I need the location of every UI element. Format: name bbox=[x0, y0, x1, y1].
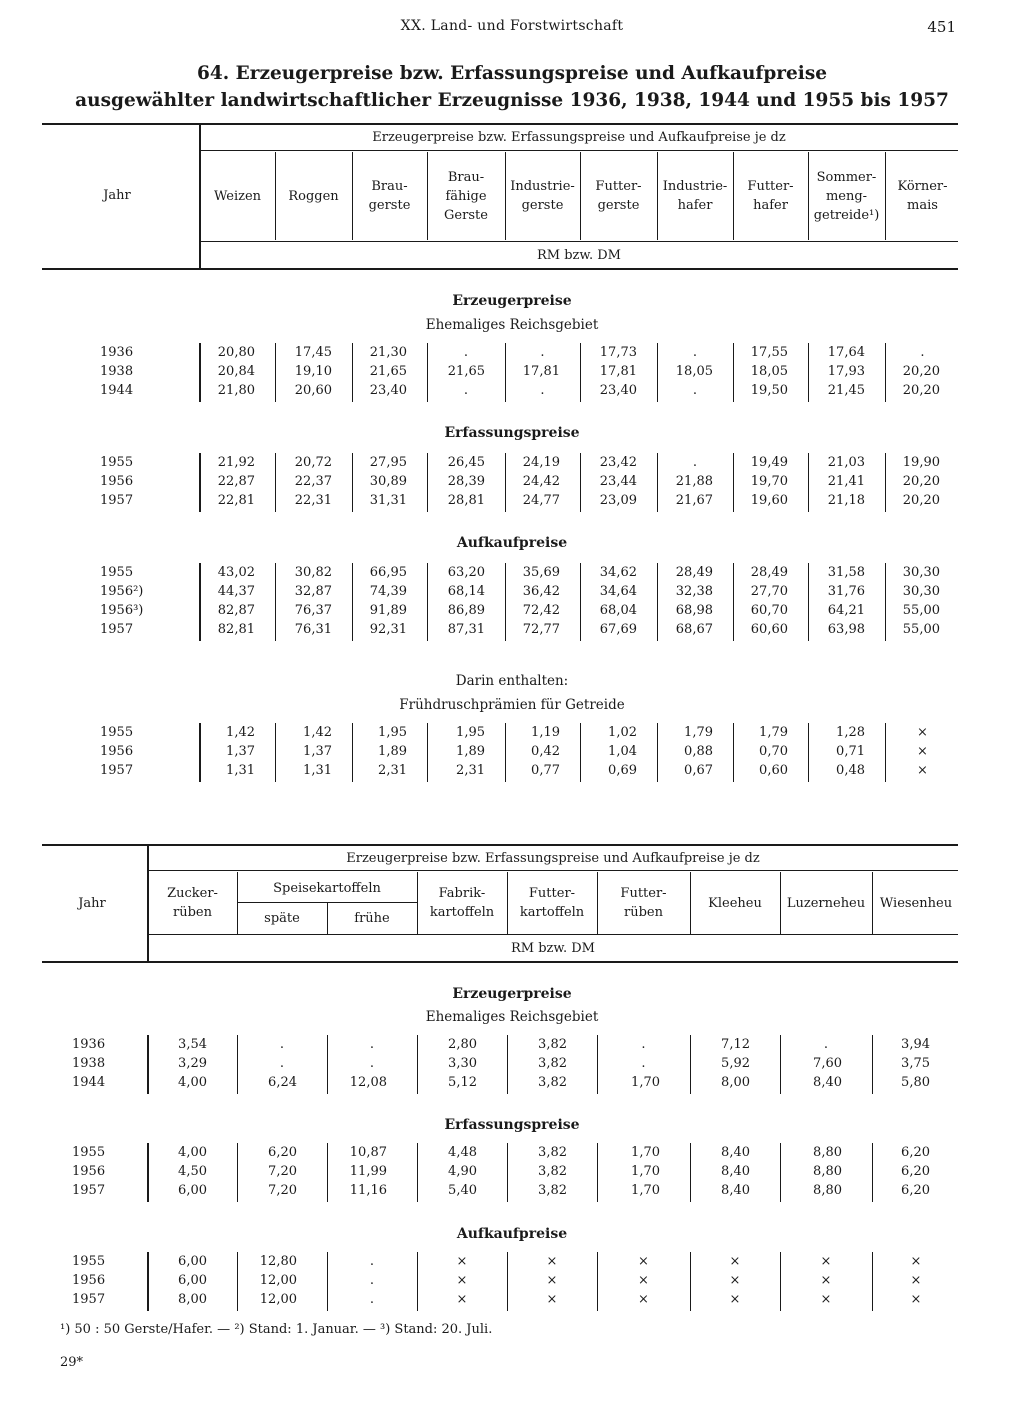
value-cell: 1,02 bbox=[608, 725, 637, 740]
value-cell: 30,30 bbox=[902, 565, 940, 580]
value-cell: 2,31 bbox=[456, 763, 485, 778]
value-cell: 8,00 bbox=[721, 1075, 750, 1090]
value-cell: 35,69 bbox=[522, 565, 560, 580]
row-year: 1957 bbox=[100, 622, 134, 637]
value-cell: 7,20 bbox=[268, 1183, 297, 1198]
value-cell: 32,38 bbox=[675, 584, 713, 599]
value-cell: 24,42 bbox=[522, 474, 560, 489]
value-cell: 31,76 bbox=[827, 584, 865, 599]
value-cell: 2,80 bbox=[448, 1037, 477, 1052]
value-cell: . bbox=[369, 1292, 375, 1307]
section-title: Darin enthalten: bbox=[455, 673, 569, 689]
value-cell: × bbox=[546, 1292, 558, 1307]
value-cell: 21,03 bbox=[827, 455, 865, 470]
value-cell: 1,31 bbox=[303, 763, 332, 778]
value-cell: 24,19 bbox=[522, 455, 560, 470]
value-cell: 1,89 bbox=[378, 744, 407, 759]
value-cell: 76,37 bbox=[294, 603, 332, 618]
value-cell: 1,19 bbox=[531, 725, 560, 740]
value-cell: 19,70 bbox=[750, 474, 788, 489]
column-header: Futter- kartoffeln bbox=[519, 886, 585, 920]
section-title: Aufkaufpreise bbox=[456, 1226, 568, 1242]
rule-top bbox=[42, 844, 958, 846]
value-cell: × bbox=[917, 744, 928, 759]
value-cell: 21,65 bbox=[447, 364, 485, 379]
value-cell: 5,12 bbox=[448, 1075, 477, 1090]
value-cell: . bbox=[279, 1037, 285, 1052]
value-cell: × bbox=[729, 1273, 741, 1288]
value-cell: 20,72 bbox=[294, 455, 332, 470]
value-cell: 8,80 bbox=[813, 1183, 842, 1198]
value-cell: 4,00 bbox=[178, 1075, 207, 1090]
value-cell: 7,60 bbox=[813, 1056, 842, 1071]
value-cell: 5,92 bbox=[721, 1056, 750, 1071]
footnote: ¹) 50 : 50 Gerste/Hafer. — ²) Stand: 1. Januar. — ³) Stand: 20. Juli. bbox=[60, 1322, 493, 1337]
value-cell: . bbox=[540, 345, 545, 360]
value-cell: 8,40 bbox=[813, 1075, 842, 1090]
value-cell: 0,70 bbox=[759, 744, 788, 759]
row-year: 1956 bbox=[100, 744, 134, 759]
value-cell: 43,02 bbox=[217, 565, 255, 580]
value-cell: 21,80 bbox=[217, 383, 255, 398]
value-cell: 18,05 bbox=[675, 364, 713, 379]
value-cell: 21,88 bbox=[675, 474, 713, 489]
group-header: Erzeugerpreise bzw. Erfassungspreise und Aufkaufpreise je dz bbox=[346, 851, 760, 866]
value-cell: 36,42 bbox=[522, 584, 560, 599]
value-cell: 11,16 bbox=[349, 1183, 387, 1198]
value-cell: 28,81 bbox=[447, 493, 485, 508]
value-cell: 17,55 bbox=[750, 345, 788, 360]
value-cell: × bbox=[456, 1273, 468, 1288]
row-year: 1938 bbox=[100, 364, 134, 379]
value-cell: 63,98 bbox=[827, 622, 865, 637]
value-cell: 17,73 bbox=[599, 345, 637, 360]
section-title: Erzeugerpreise bbox=[452, 986, 572, 1002]
value-cell: 1,95 bbox=[456, 725, 485, 740]
section-title: Erfassungspreise bbox=[444, 425, 580, 441]
column-header: frühe bbox=[354, 911, 390, 926]
column-header: Kleeheu bbox=[708, 895, 762, 911]
value-cell: 12,80 bbox=[259, 1254, 297, 1269]
value-cell: 6,20 bbox=[901, 1145, 930, 1160]
value-cell: . bbox=[823, 1037, 829, 1052]
value-cell: 55,00 bbox=[902, 603, 940, 618]
value-cell: 22,37 bbox=[294, 474, 332, 489]
value-cell: 19,60 bbox=[750, 493, 788, 508]
value-cell: × bbox=[546, 1254, 558, 1269]
row-year: 1956 bbox=[72, 1164, 106, 1179]
value-cell: . bbox=[279, 1056, 285, 1071]
group-header: Erzeugerpreise bzw. Erfassungspreise und Aufkaufpreise je dz bbox=[372, 130, 786, 145]
value-cell: 8,40 bbox=[721, 1145, 750, 1160]
row-year: 1955 bbox=[100, 565, 134, 580]
value-cell: 30,30 bbox=[902, 584, 940, 599]
value-cell: 3,54 bbox=[178, 1037, 207, 1052]
rule-group bbox=[200, 150, 958, 151]
value-cell: 3,30 bbox=[448, 1056, 477, 1071]
value-cell: 27,70 bbox=[750, 584, 788, 599]
column-header: Sommer- meng- getreide¹) bbox=[813, 169, 880, 223]
value-cell: × bbox=[917, 725, 928, 740]
value-cell: 6,24 bbox=[268, 1075, 297, 1090]
value-cell: 64,21 bbox=[827, 603, 865, 618]
value-cell: 6,20 bbox=[268, 1145, 297, 1160]
row-year: 1936 bbox=[100, 345, 134, 360]
column-header: Roggen bbox=[288, 188, 339, 204]
value-cell: 8,00 bbox=[178, 1292, 207, 1307]
value-cell: 10,87 bbox=[349, 1145, 387, 1160]
column-header: Körner- mais bbox=[897, 179, 948, 213]
value-cell: 1,79 bbox=[684, 725, 713, 740]
row-year: 1956 bbox=[100, 474, 134, 489]
value-cell: 72,42 bbox=[522, 603, 560, 618]
value-cell: 23,44 bbox=[599, 474, 637, 489]
value-cell: 0,71 bbox=[836, 744, 865, 759]
value-cell: 4,90 bbox=[448, 1164, 477, 1179]
value-cell: 0,67 bbox=[684, 763, 713, 778]
value-cell: 86,89 bbox=[447, 603, 485, 618]
row-year: 1956²) bbox=[100, 584, 144, 599]
value-cell: 19,49 bbox=[750, 455, 788, 470]
value-cell: 31,31 bbox=[369, 493, 407, 508]
value-cell: 4,48 bbox=[448, 1145, 477, 1160]
unit-label: RM bzw. DM bbox=[511, 941, 595, 956]
value-cell: 21,65 bbox=[369, 364, 407, 379]
value-cell: 18,05 bbox=[750, 364, 788, 379]
value-cell: 5,40 bbox=[448, 1183, 477, 1198]
value-cell: 12,00 bbox=[259, 1273, 297, 1288]
value-cell: . bbox=[692, 345, 698, 360]
value-cell: 1,70 bbox=[631, 1145, 660, 1160]
column-header: Luzerneheu bbox=[786, 895, 866, 911]
value-cell: 31,58 bbox=[827, 565, 865, 580]
value-cell: 3,75 bbox=[901, 1056, 930, 1071]
value-cell: × bbox=[729, 1292, 741, 1307]
value-cell: 4,50 bbox=[178, 1164, 207, 1179]
value-cell: 21,67 bbox=[675, 493, 713, 508]
value-cell: 3,29 bbox=[178, 1056, 207, 1071]
value-cell: 4,00 bbox=[178, 1145, 207, 1160]
value-cell: 20,20 bbox=[902, 383, 940, 398]
rule-unit bbox=[148, 934, 958, 935]
value-cell: 60,60 bbox=[750, 622, 788, 637]
value-cell: 11,99 bbox=[349, 1164, 387, 1179]
value-cell: 0,69 bbox=[608, 763, 637, 778]
year-header: Jahr bbox=[103, 188, 131, 203]
value-cell: 20,80 bbox=[217, 345, 255, 360]
value-cell: × bbox=[910, 1292, 922, 1307]
column-header: Weizen bbox=[213, 188, 262, 204]
value-cell: 22,87 bbox=[217, 474, 255, 489]
value-cell: 17,64 bbox=[827, 345, 865, 360]
value-cell: 8,40 bbox=[721, 1183, 750, 1198]
value-cell: 21,30 bbox=[369, 345, 407, 360]
value-cell: 3,94 bbox=[901, 1037, 930, 1052]
value-cell: 26,45 bbox=[447, 455, 485, 470]
value-cell: 1,95 bbox=[378, 725, 407, 740]
value-cell: 1,42 bbox=[226, 725, 255, 740]
value-cell: × bbox=[910, 1254, 922, 1269]
column-header: Futter- rüben bbox=[620, 886, 667, 920]
title-line-1: 64. Erzeugerpreise bzw. Erfassungspreise und Aufkaufpreise bbox=[196, 63, 828, 84]
value-cell: . bbox=[369, 1273, 375, 1288]
row-year: 1944 bbox=[100, 383, 134, 398]
value-cell: 63,20 bbox=[447, 565, 485, 580]
value-cell: 0,42 bbox=[531, 744, 560, 759]
column-header: Industrie- gerste bbox=[510, 179, 575, 213]
value-cell: 17,81 bbox=[522, 364, 560, 379]
value-cell: 12,08 bbox=[349, 1075, 387, 1090]
value-cell: 6,00 bbox=[178, 1273, 207, 1288]
value-cell: 8,80 bbox=[813, 1164, 842, 1179]
value-cell: 92,31 bbox=[369, 622, 407, 637]
value-cell: × bbox=[820, 1273, 832, 1288]
column-header: späte bbox=[264, 911, 300, 926]
value-cell: 32,87 bbox=[294, 584, 332, 599]
value-cell: 30,82 bbox=[294, 565, 332, 580]
value-cell: 0,77 bbox=[531, 763, 560, 778]
value-cell: 72,77 bbox=[522, 622, 560, 637]
value-cell: 68,67 bbox=[675, 622, 713, 637]
value-cell: 34,62 bbox=[599, 565, 637, 580]
value-cell: 1,70 bbox=[631, 1164, 660, 1179]
value-cell: 23,40 bbox=[599, 383, 637, 398]
value-cell: 0,88 bbox=[684, 744, 713, 759]
rule-top bbox=[42, 123, 958, 125]
value-cell: 20,60 bbox=[294, 383, 332, 398]
value-cell: . bbox=[692, 383, 698, 398]
table-title bbox=[0, 60, 1024, 114]
row-year: 1957 bbox=[100, 493, 134, 508]
row-year: 1955 bbox=[72, 1254, 106, 1269]
row-year: 1956³) bbox=[100, 603, 144, 618]
signature-mark: 29* bbox=[60, 1355, 84, 1370]
value-cell: 1,28 bbox=[836, 725, 865, 740]
column-header: Brau- gerste bbox=[368, 179, 411, 213]
unit-label: RM bzw. DM bbox=[537, 248, 621, 263]
value-cell: 8,40 bbox=[721, 1164, 750, 1179]
column-header: Wiesenheu bbox=[879, 895, 953, 911]
section-title: Aufkaufpreise bbox=[456, 535, 568, 551]
value-cell: 34,64 bbox=[599, 584, 637, 599]
value-cell: 6,20 bbox=[901, 1164, 930, 1179]
value-cell: 3,82 bbox=[538, 1056, 567, 1071]
row-year: 1956 bbox=[72, 1273, 106, 1288]
value-cell: 28,49 bbox=[675, 565, 713, 580]
value-cell: 22,31 bbox=[294, 493, 332, 508]
row-year: 1938 bbox=[72, 1056, 106, 1071]
value-cell: 60,70 bbox=[750, 603, 788, 618]
value-cell: 6,00 bbox=[178, 1254, 207, 1269]
rule-bottom bbox=[42, 961, 958, 963]
value-cell: 55,00 bbox=[902, 622, 940, 637]
column-header: Brau- fähige Gerste bbox=[444, 169, 488, 223]
value-cell: 28,49 bbox=[750, 565, 788, 580]
section-title: Erfassungspreise bbox=[444, 1117, 580, 1133]
speise-header: Speisekartoffeln bbox=[273, 881, 381, 896]
column-header: Industrie- hafer bbox=[662, 179, 728, 213]
value-cell: 2,31 bbox=[378, 763, 407, 778]
value-cell: 68,98 bbox=[675, 603, 713, 618]
section-title: Erzeugerpreise bbox=[452, 293, 572, 309]
value-cell: 1,79 bbox=[759, 725, 788, 740]
section-subtitle: Ehemaliges Reichsgebiet bbox=[425, 1009, 599, 1025]
value-cell: × bbox=[638, 1254, 649, 1269]
value-cell: 68,04 bbox=[599, 603, 637, 618]
value-cell: . bbox=[641, 1037, 646, 1052]
value-cell: × bbox=[729, 1254, 741, 1269]
title-line-2: ausgewählter landwirtschaftlicher Erzeugnisse 1936, 1938, 1944 und 1955 bis 1957 bbox=[75, 90, 949, 111]
value-cell: . bbox=[920, 345, 925, 360]
column-header: Zucker- rüben bbox=[167, 886, 218, 920]
value-cell: × bbox=[820, 1292, 832, 1307]
value-cell: 3,82 bbox=[538, 1164, 567, 1179]
value-cell: 21,45 bbox=[827, 383, 865, 398]
value-cell: 87,31 bbox=[447, 622, 485, 637]
value-cell: 1,04 bbox=[608, 744, 637, 759]
value-cell: 24,77 bbox=[522, 493, 560, 508]
value-cell: × bbox=[917, 763, 928, 778]
value-cell: 0,60 bbox=[759, 763, 788, 778]
row-year: 1957 bbox=[72, 1292, 106, 1307]
value-cell: 82,81 bbox=[217, 622, 255, 637]
value-cell: 1,89 bbox=[456, 744, 485, 759]
value-cell: 21,18 bbox=[827, 493, 865, 508]
rule-group bbox=[148, 870, 958, 871]
year-header: Jahr bbox=[78, 896, 106, 911]
value-cell: 0,48 bbox=[836, 763, 865, 778]
section-subtitle: Frühdruschprämien für Getreide bbox=[399, 697, 625, 713]
value-cell: 82,87 bbox=[217, 603, 255, 618]
value-cell: 20,20 bbox=[902, 364, 940, 379]
value-cell: 66,95 bbox=[369, 565, 407, 580]
value-cell: 1,70 bbox=[631, 1183, 660, 1198]
value-cell: 1,70 bbox=[631, 1075, 660, 1090]
value-cell: 17,45 bbox=[294, 345, 332, 360]
value-cell: 6,00 bbox=[178, 1183, 207, 1198]
row-year: 1955 bbox=[100, 725, 134, 740]
value-cell: . bbox=[692, 455, 698, 470]
value-cell: . bbox=[463, 345, 469, 360]
value-cell: . bbox=[540, 383, 545, 398]
value-cell: 27,95 bbox=[369, 455, 407, 470]
column-header: Fabrik- kartoffeln bbox=[429, 886, 495, 920]
value-cell: × bbox=[820, 1254, 832, 1269]
value-cell: 23,42 bbox=[599, 455, 637, 470]
value-cell: 7,12 bbox=[721, 1037, 750, 1052]
value-cell: 17,93 bbox=[827, 364, 865, 379]
value-cell: 3,82 bbox=[538, 1145, 567, 1160]
value-cell: 7,20 bbox=[268, 1164, 297, 1179]
row-year: 1944 bbox=[72, 1075, 106, 1090]
value-cell: 19,10 bbox=[294, 364, 332, 379]
value-cell: 1,42 bbox=[303, 725, 332, 740]
value-cell: 19,90 bbox=[902, 455, 940, 470]
value-cell: 22,81 bbox=[217, 493, 255, 508]
rule-bottom bbox=[42, 268, 958, 270]
value-cell: 17,81 bbox=[599, 364, 637, 379]
value-cell: . bbox=[369, 1254, 375, 1269]
value-cell: 3,82 bbox=[538, 1183, 567, 1198]
row-year: 1936 bbox=[72, 1037, 106, 1052]
value-cell: . bbox=[369, 1056, 375, 1071]
value-cell: 23,09 bbox=[599, 493, 637, 508]
value-cell: 20,84 bbox=[217, 364, 255, 379]
value-cell: . bbox=[641, 1056, 646, 1071]
column-header: Futter- gerste bbox=[595, 179, 642, 213]
value-cell: 20,20 bbox=[902, 474, 940, 489]
value-cell: × bbox=[638, 1273, 649, 1288]
value-cell: 21,41 bbox=[827, 474, 865, 489]
value-cell: 1,31 bbox=[226, 763, 255, 778]
value-cell: 3,82 bbox=[538, 1075, 567, 1090]
value-cell: × bbox=[456, 1292, 468, 1307]
value-cell: 44,37 bbox=[217, 584, 255, 599]
value-cell: × bbox=[456, 1254, 468, 1269]
value-cell: 20,20 bbox=[902, 493, 940, 508]
row-year: 1955 bbox=[100, 455, 134, 470]
value-cell: 5,80 bbox=[901, 1075, 930, 1090]
row-year: 1957 bbox=[100, 763, 134, 778]
value-cell: 91,89 bbox=[369, 603, 407, 618]
section-subtitle: Ehemaliges Reichsgebiet bbox=[425, 317, 599, 333]
value-cell: 1,37 bbox=[226, 744, 255, 759]
rule-unit bbox=[200, 241, 958, 242]
value-cell: 76,31 bbox=[294, 622, 332, 637]
value-cell: 74,39 bbox=[369, 584, 407, 599]
value-cell: 19,50 bbox=[750, 383, 788, 398]
value-cell: 68,14 bbox=[447, 584, 485, 599]
value-cell: . bbox=[463, 383, 469, 398]
page-header: XX. Land- und Forstwirtschaft bbox=[400, 18, 624, 34]
value-cell: × bbox=[910, 1273, 922, 1288]
row-year: 1955 bbox=[72, 1145, 106, 1160]
value-cell: 12,00 bbox=[259, 1292, 297, 1307]
value-cell: 1,37 bbox=[303, 744, 332, 759]
page-number: 451 bbox=[927, 18, 956, 36]
value-cell: 3,82 bbox=[538, 1037, 567, 1052]
value-cell: × bbox=[546, 1273, 558, 1288]
value-cell: 23,40 bbox=[369, 383, 407, 398]
value-cell: 21,92 bbox=[217, 455, 255, 470]
value-cell: × bbox=[638, 1292, 649, 1307]
value-cell: 8,80 bbox=[813, 1145, 842, 1160]
value-cell: 6,20 bbox=[901, 1183, 930, 1198]
value-cell: 30,89 bbox=[369, 474, 407, 489]
column-header: Futter- hafer bbox=[747, 179, 794, 213]
value-cell: 67,69 bbox=[599, 622, 637, 637]
row-year: 1957 bbox=[72, 1183, 106, 1198]
value-cell: . bbox=[369, 1037, 375, 1052]
value-cell: 28,39 bbox=[447, 474, 485, 489]
